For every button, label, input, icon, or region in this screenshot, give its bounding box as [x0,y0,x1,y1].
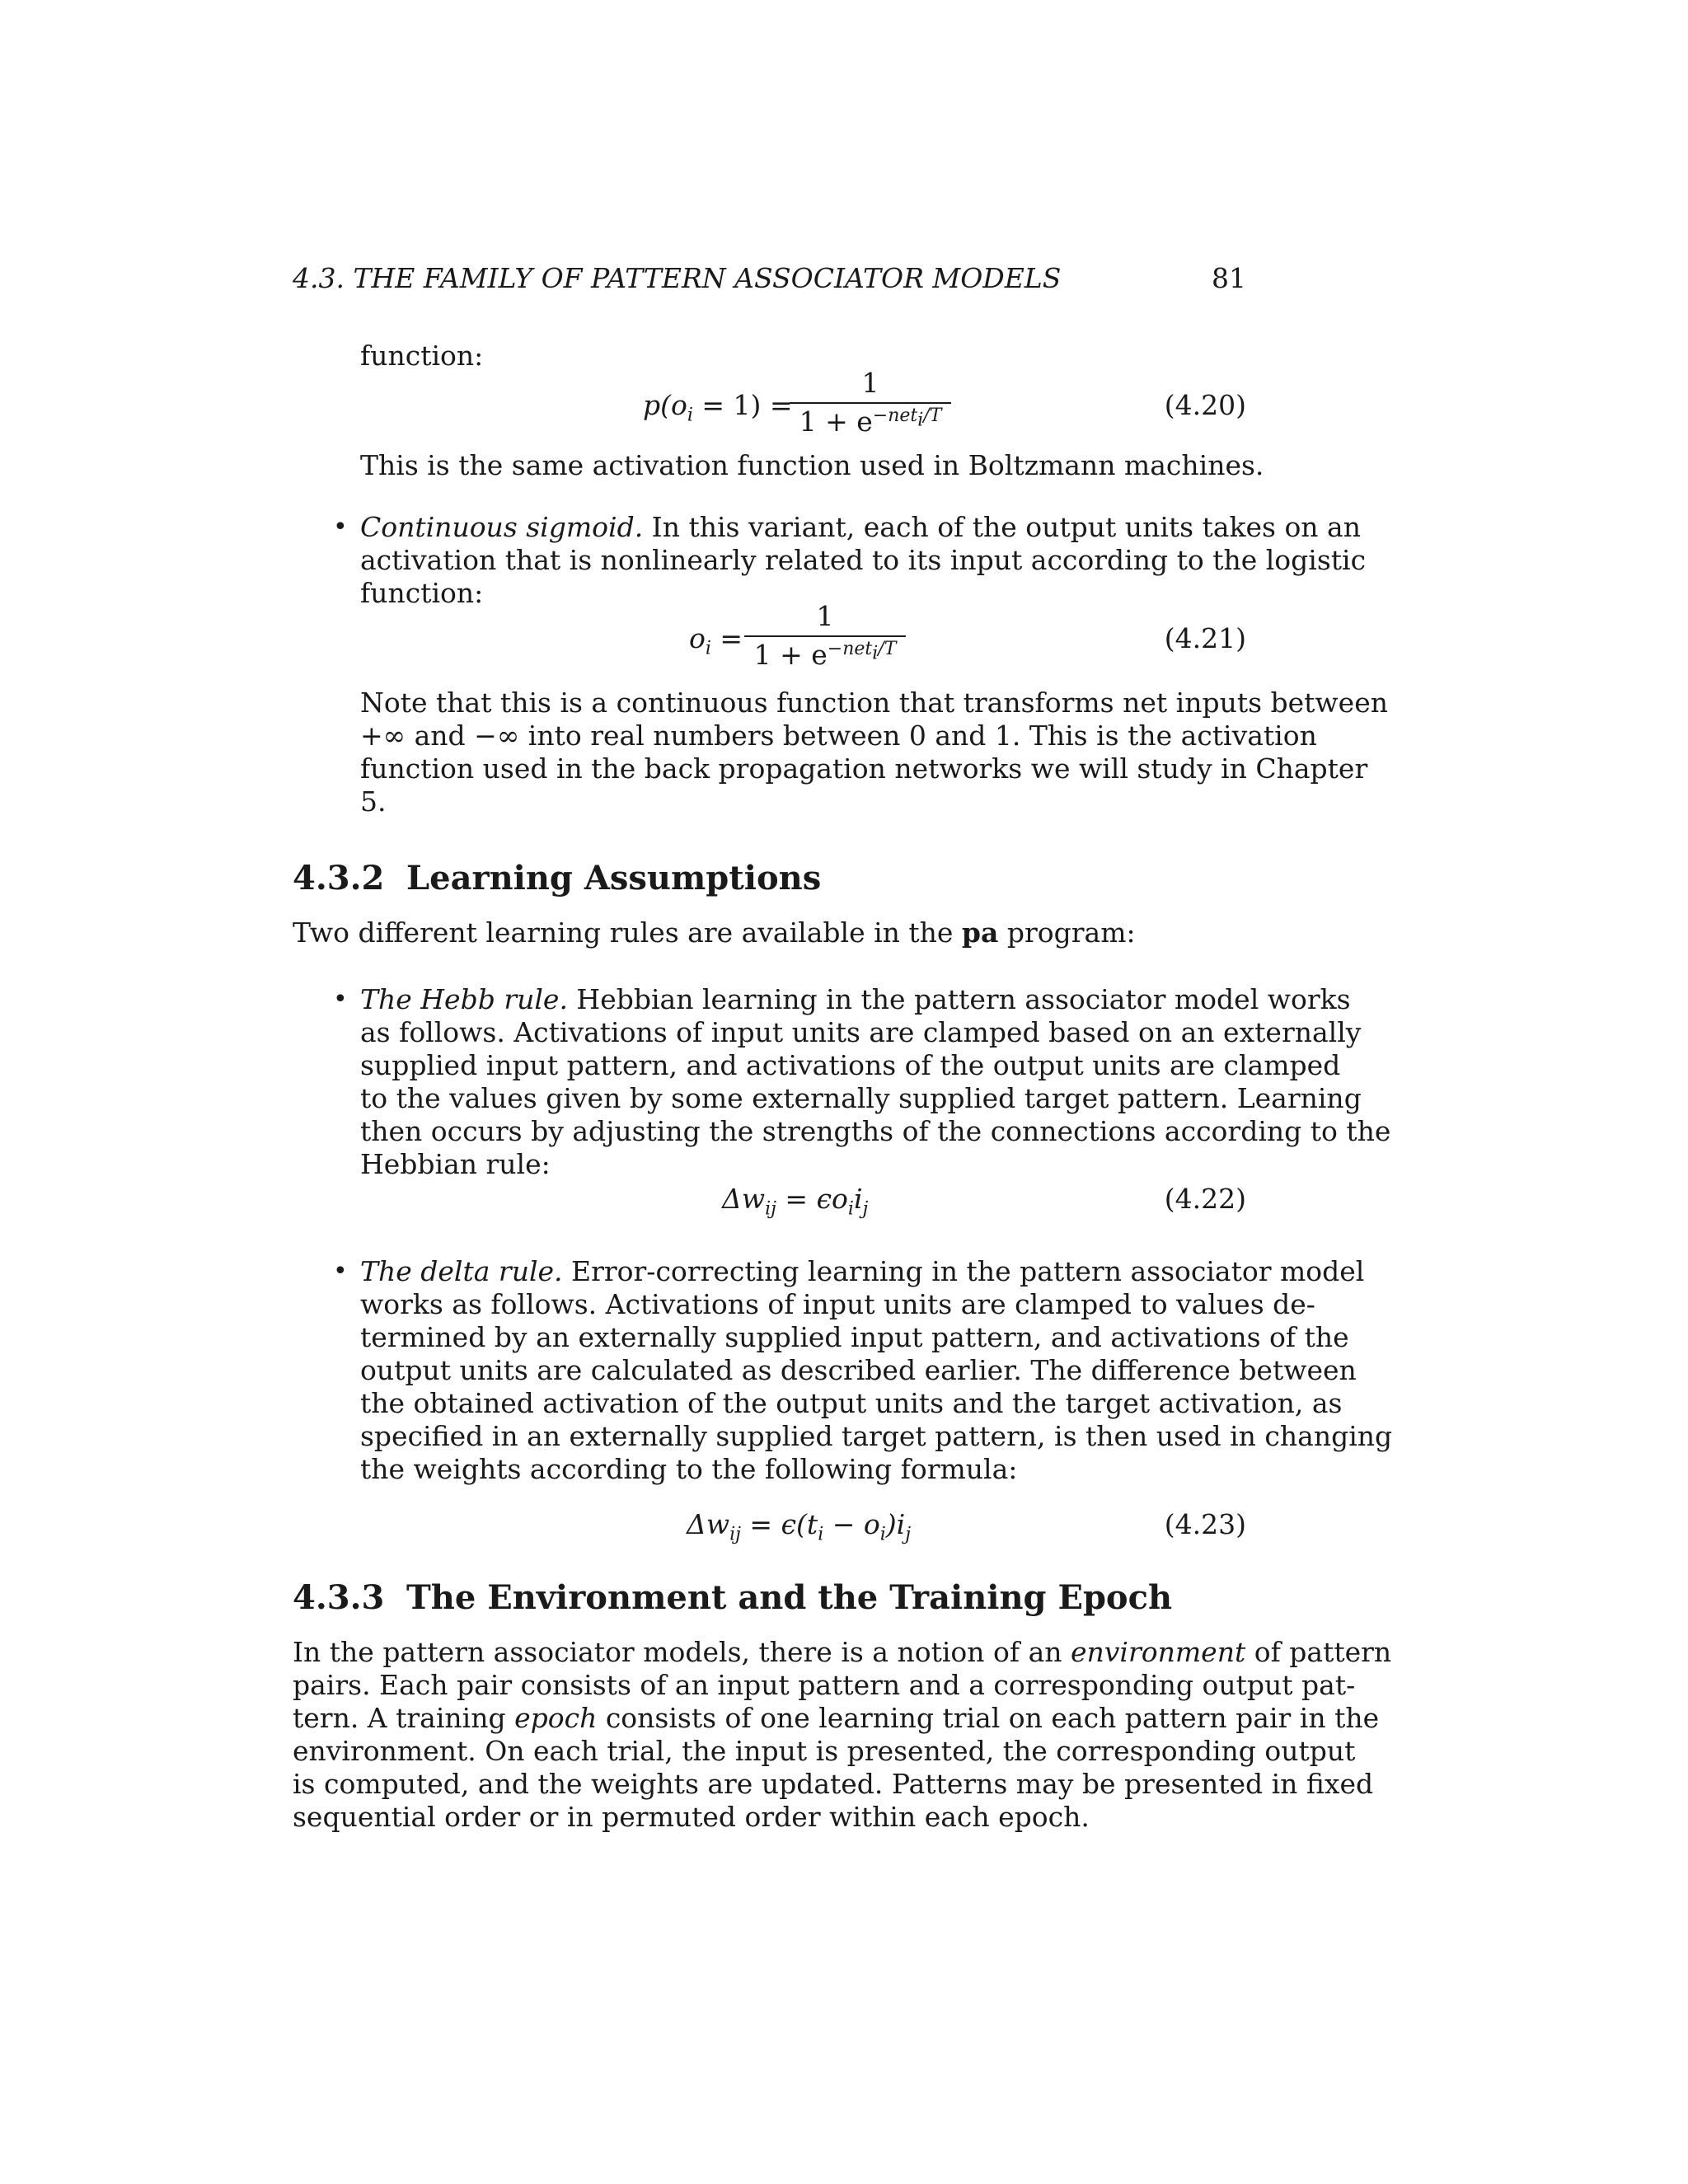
equation-4-21-fraction: 1 $1 + e^{-net_i/T}$ [744,600,906,671]
section-heading-4-3-2: 4.3.2 Learning Assumptions [293,859,822,898]
bullet-icon: • [333,513,348,541]
section-4-3-2-intro: Two different learning rules are available in the pa program: [293,916,1136,949]
equation-label-4-23: (4.23) [1164,1508,1246,1540]
running-header: 4.3. THE FAMILY OF PATTERN ASSOCIATOR MODELS [293,262,1062,294]
equation-4-22: $\Delta w_{ij} = \epsilon o_ii_j$ [722,1183,869,1220]
continuous-sigmoid-paragraph: Continuous sigmoid. In this variant, each of the output units takes on an activation that is nonlinearly related to its input according to the logistic function: [360,511,1367,609]
equation-4-20-lhs: $p(o_i = 1)$ = [643,389,793,426]
equation-label-4-22: (4.22) [1164,1183,1246,1215]
delta-rule-paragraph: The delta rule. Error-correcting learning in the pattern associator model works as follows. Activations of input units are clamped to values de- termined by an externally supplied input pattern, and activations of the output units are calculated as described earlier. The difference between the obtained activation of the output units and the target activation, as specified in an externally supplied target pattern, is then used in changing the weights according to the following formula: [360,1255,1393,1485]
boltzmann-note: This is the same activation function used in Boltzmann machines. [360,449,1264,481]
bullet-icon: • [333,1257,348,1286]
equation-4-21-lhs: $o_i$ = [689,622,743,659]
hebb-rule-paragraph: The Hebb rule. Hebbian learning in the pattern associator model works as follows. Activations of input units are clamped based on an externally supplied input pattern, and activations of the output units are clamped to the values given by some externally supplied target pattern. Learning then occurs by adjusting the strengths of the connections according to the Hebbian rule: [360,983,1391,1180]
equation-label-4-21: (4.21) [1164,622,1246,654]
page-number: 81 [1212,262,1246,294]
lead-text: function: [360,340,484,372]
continuous-note-paragraph: Note that this is a continuous function that transforms net inputs between +∞ and −∞ into real numbers between 0 and 1. This is the activation function used in the back propagation networks we will study in Chapter 5. [360,687,1388,818]
equation-4-20-fraction: 1 $1 + e^{-net_i/T}$ [790,367,951,438]
equation-4-23: $\Delta w_{ij} = \epsilon(t_i - o_i)i_j$ [687,1508,912,1545]
bullet-icon: • [333,985,348,1014]
section-heading-4-3-3: 4.3.3 The Environment and the Training Epoch [293,1578,1173,1617]
equation-label-4-20: (4.20) [1164,389,1246,421]
environment-paragraph: In the pattern associator models, there is a notion of an environment of pattern pairs. Each pair consists of an input pattern and a corresponding output pat- tern. A training epoch consists of one learning trial on each pattern pair in the environment. On each trial, the input is presented, the corresponding output is computed, and the weights are updated. Patterns may be presented in fixed sequential order or in permuted order within each epoch. [293,1636,1392,1833]
